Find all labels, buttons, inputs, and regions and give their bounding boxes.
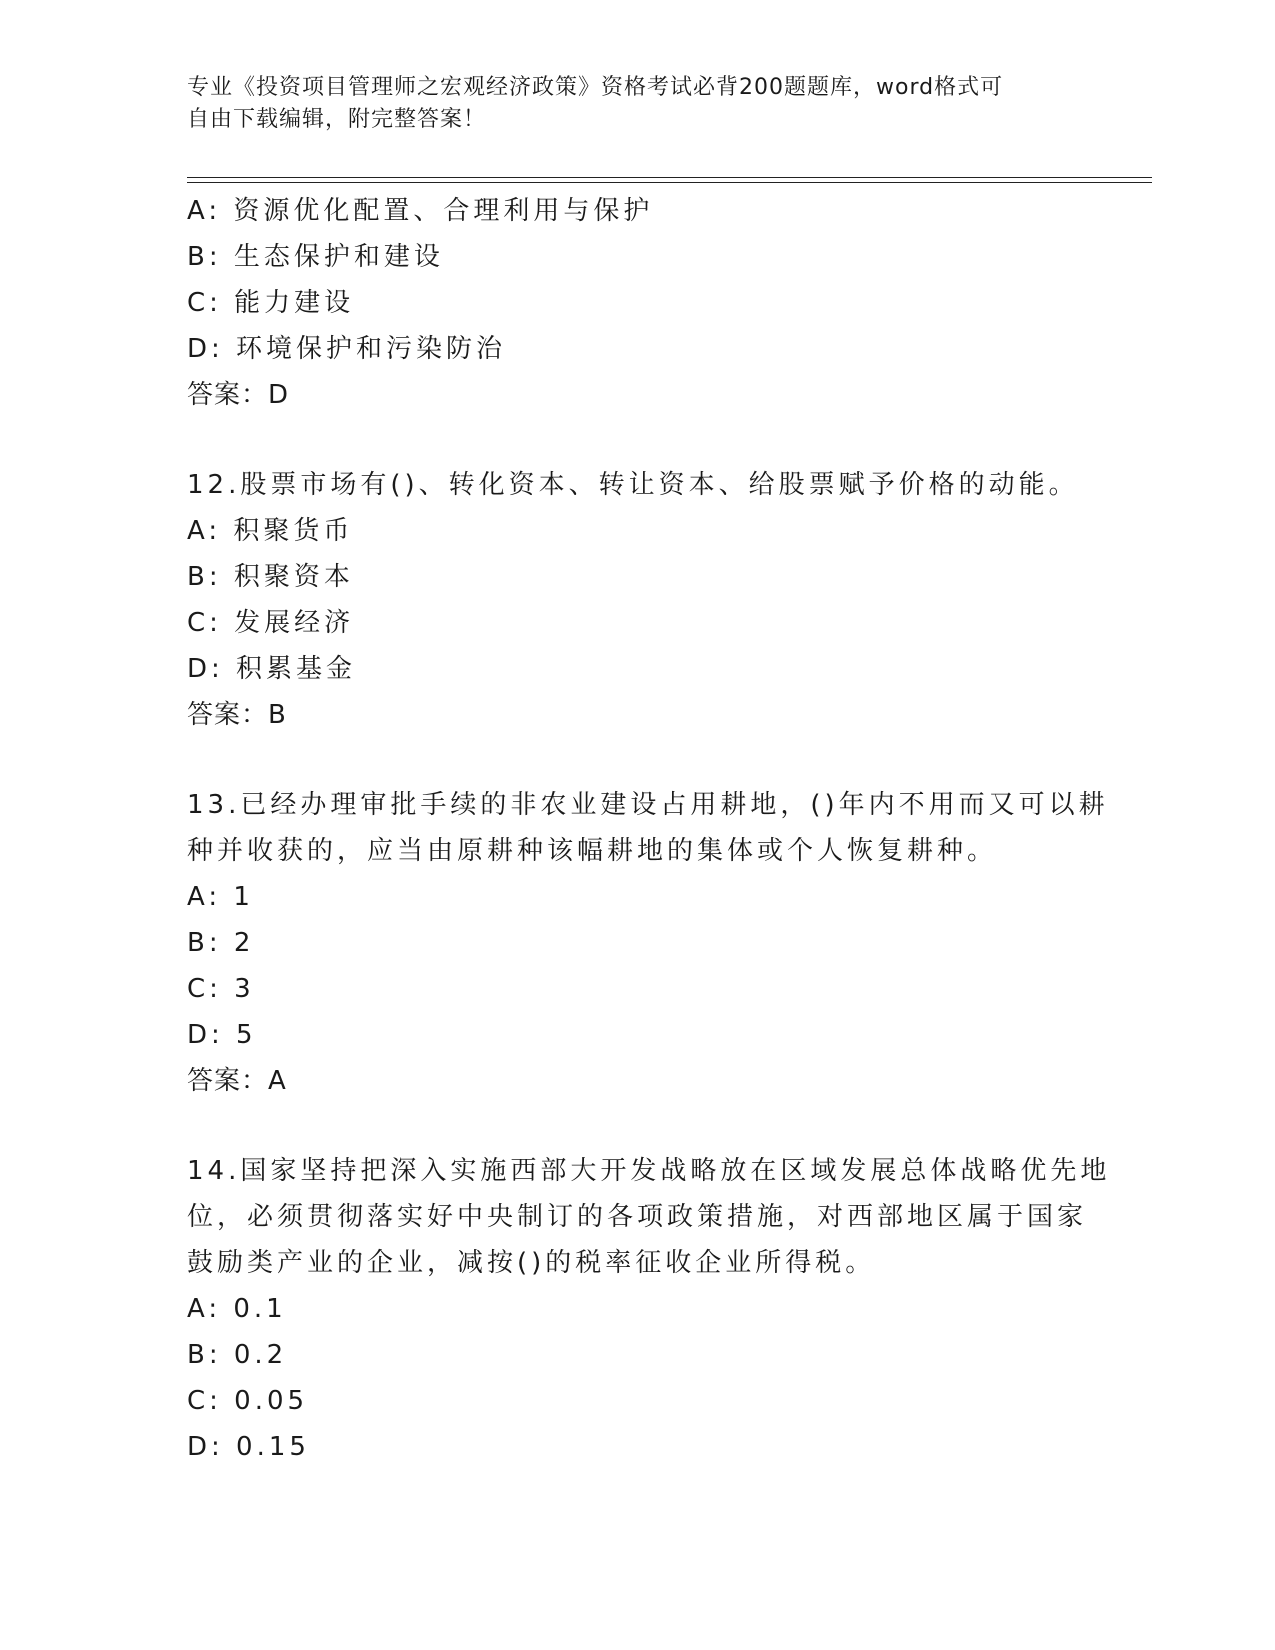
option-c: C: 0.05 bbox=[187, 1386, 309, 1416]
option-c: C: 能力建设 bbox=[187, 288, 355, 318]
question-stem: 12.股票市场有()、转化资本、转让资本、给股票赋予价格的动能。 bbox=[187, 470, 1079, 500]
option-d: D: 积累基金 bbox=[187, 654, 357, 684]
question-stem-line-1: 13.已经办理审批手续的非农业建设占用耕地，()年内不用而又可以耕 bbox=[187, 790, 1109, 820]
question-list bbox=[187, 188, 1111, 1470]
option-b: B: 生态保护和建设 bbox=[187, 242, 444, 272]
question-stem-line-2: 位，必须贯彻落实好中央制订的各项政策措施，对西部地区属于国家 bbox=[187, 1202, 1088, 1232]
question-13 bbox=[187, 782, 1109, 1104]
header-line-2: 自由下载编辑，附完整答案！ bbox=[187, 107, 487, 132]
option-c: C: 3 bbox=[187, 974, 255, 1004]
question-stem-line-1: 14.国家坚持把深入实施西部大开发战略放在区域发展总体战略优先地 bbox=[187, 1156, 1111, 1186]
answer: 答案：A bbox=[187, 1066, 287, 1096]
option-b: B: 2 bbox=[187, 928, 255, 958]
option-a: A: 资源优化配置、合理利用与保护 bbox=[187, 196, 654, 226]
option-a: A: 0.1 bbox=[187, 1294, 287, 1324]
option-b: B: 积聚资本 bbox=[187, 562, 354, 592]
header-divider-top bbox=[187, 177, 1152, 178]
answer: 答案：B bbox=[187, 700, 287, 730]
question-12 bbox=[187, 462, 1087, 738]
option-a: A: 1 bbox=[187, 882, 254, 912]
option-b: B: 0.2 bbox=[187, 1340, 288, 1370]
question-11-continued bbox=[187, 188, 1087, 418]
answer: 答案：D bbox=[187, 380, 290, 410]
question-stem-line-3: 鼓励类产业的企业，减按()的税率征收企业所得税。 bbox=[187, 1248, 876, 1278]
header-divider-bottom bbox=[187, 182, 1152, 183]
question-stem-line-2: 种并收获的，应当由原耕种该幅耕地的集体或个人恢复耕种。 bbox=[187, 836, 998, 866]
document-header bbox=[187, 72, 1067, 136]
header-line-1: 专业《投资项目管理师之宏观经济政策》资格考试必背200题题库，word格式可 bbox=[187, 75, 1004, 100]
option-a: A: 积聚货币 bbox=[187, 516, 354, 546]
option-d: D: 5 bbox=[187, 1020, 257, 1050]
option-d: D: 0.15 bbox=[187, 1432, 310, 1462]
option-c: C: 发展经济 bbox=[187, 608, 355, 638]
question-14 bbox=[187, 1148, 1111, 1470]
option-d: D: 环境保护和污染防治 bbox=[187, 334, 507, 364]
